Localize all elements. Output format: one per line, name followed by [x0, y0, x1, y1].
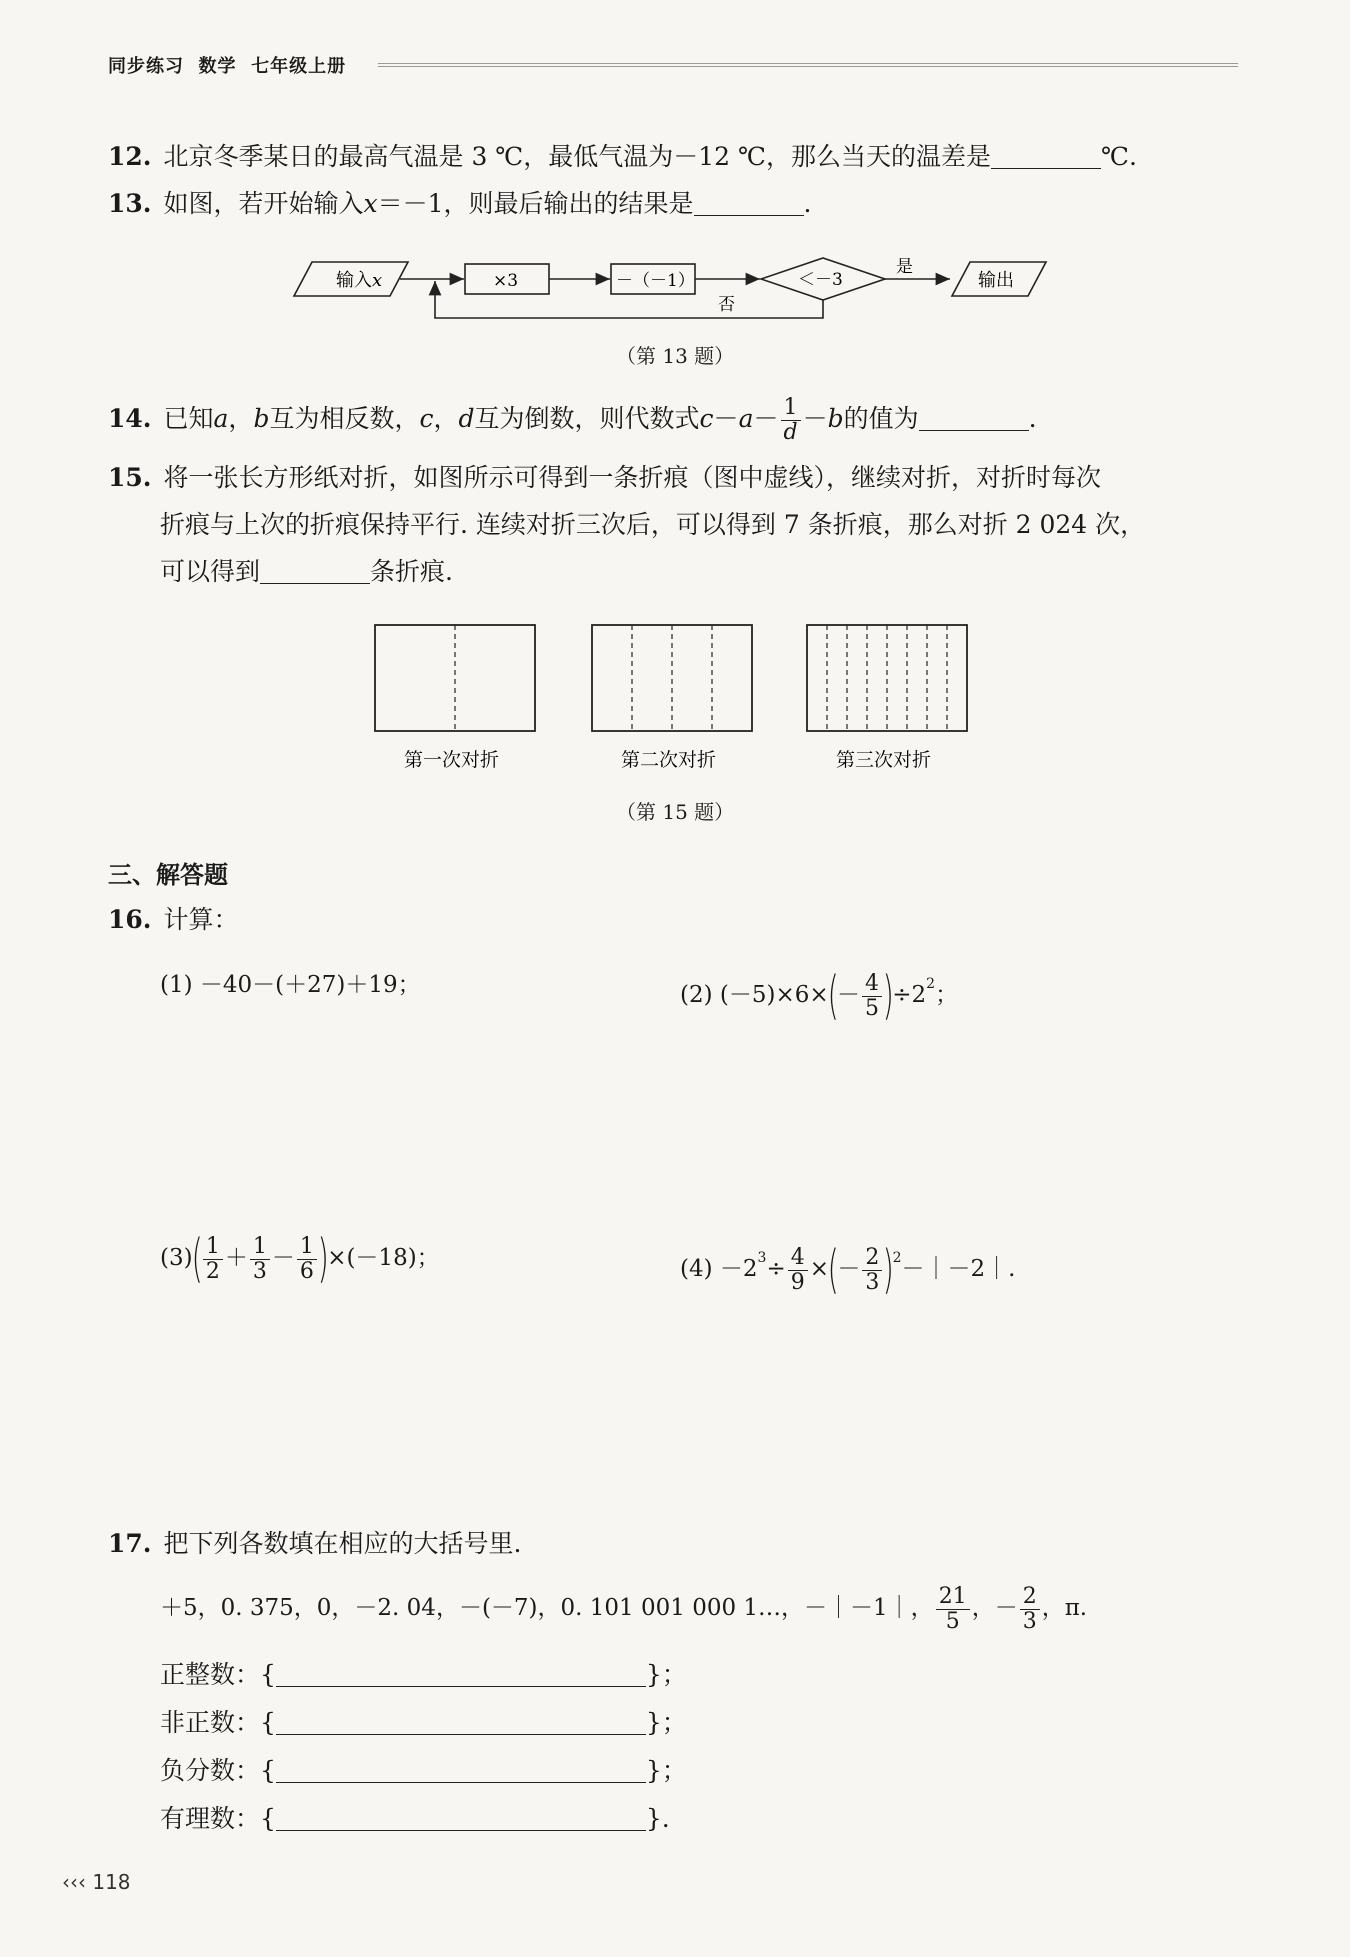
numerator: 2 [1020, 1585, 1040, 1610]
numerator: 4 [788, 1246, 808, 1271]
denominator: 3 [252, 1258, 267, 1284]
right-paren: ) [882, 1240, 895, 1300]
question-text: ＝－1，则最后输出的结果是 [377, 189, 694, 218]
chevrons-left-icon: ‹‹‹ [62, 1870, 86, 1894]
page-footer [62, 1870, 131, 1894]
fold-figure-1 [375, 625, 535, 731]
numerator: 1 [781, 396, 801, 421]
fraction [297, 1235, 317, 1284]
expr-b: b [827, 404, 844, 433]
exponent: 2 [926, 976, 936, 992]
minus: － [713, 404, 739, 433]
category-label: 有理数：{ [160, 1804, 276, 1833]
denominator: 5 [945, 1608, 960, 1634]
fold-figure-3 [807, 625, 967, 731]
fraction [862, 1246, 882, 1295]
fold-label-3: 第三次对折 [836, 749, 932, 771]
left-paren: ( [827, 966, 839, 1026]
question-number: 17. [108, 1529, 152, 1558]
category-positive-integers [160, 1658, 687, 1692]
question-text: 如图，若开始输入 [163, 189, 364, 218]
fold-label-1: 第一次对折 [404, 749, 500, 771]
running-header [108, 52, 346, 78]
question-14 [108, 396, 1037, 445]
q16-part-3 [160, 1228, 440, 1288]
question-text: 条折痕. [370, 557, 453, 586]
flow-condition: ＜－3 [798, 270, 843, 290]
flow-yes: 是 [896, 257, 913, 277]
expr-text: －｜－2｜. [901, 1256, 1016, 1282]
question-tail: . [1028, 404, 1037, 433]
left-paren: ( [827, 1240, 839, 1300]
question-text: 把下列各数填在相应的大括号里. [163, 1529, 522, 1558]
fraction [203, 1235, 223, 1284]
answer-blank[interactable] [260, 557, 370, 584]
flow-step1: ×3 [493, 271, 519, 291]
numerator: 21 [936, 1585, 970, 1610]
page-number: 118 [92, 1870, 131, 1894]
fold-label-2: 第二次对折 [621, 749, 717, 771]
expr-text: (2) (－5)×6× [680, 982, 829, 1008]
left-paren: ( [191, 1229, 203, 1289]
answer-blank[interactable] [276, 1804, 646, 1831]
flow-no: 否 [718, 295, 735, 315]
category-non-positive [160, 1706, 687, 1740]
question-15-line-2: 折痕与上次的折痕保持平行. 连续对折三次后，可以得到 7 条折痕，那么对折 2 024 次， [160, 510, 1146, 539]
plus: ＋ [224, 1245, 248, 1271]
list-text: ，－ [971, 1595, 1018, 1621]
q16-part-2 [680, 954, 958, 1025]
question-text: 将一张长方形纸对折，如图所示可得到一条折痕（图中虚线），继续对折，对折时每次 [163, 463, 1102, 492]
fold-figures [370, 620, 980, 780]
right-paren: ) [882, 966, 894, 1026]
header-book: 同步练习 [108, 56, 184, 77]
question-17 [108, 1527, 521, 1561]
right-paren: ) [317, 1229, 329, 1289]
denominator: 3 [865, 1269, 880, 1295]
var-a: a [213, 404, 229, 433]
punct: ， [228, 404, 254, 433]
exponent: 2 [892, 1250, 902, 1266]
numerator: 1 [297, 1235, 317, 1260]
question-text: 互为倒数，则代数式 [474, 404, 700, 433]
numerator: 1 [250, 1235, 270, 1260]
number-list [160, 1578, 1087, 1638]
flow-input-label: 输入x [336, 270, 383, 291]
header-rule [378, 63, 1238, 67]
figure-caption-15: （第 15 题） [616, 800, 735, 824]
fold-figure-2 [592, 625, 752, 731]
denominator: 9 [790, 1269, 805, 1295]
numerator: 2 [862, 1246, 882, 1271]
question-15 [108, 461, 1101, 495]
category-label: 非正数：{ [160, 1708, 276, 1737]
fraction [250, 1235, 270, 1284]
category-label: 正整数：{ [160, 1660, 276, 1689]
answer-blank[interactable] [276, 1756, 646, 1783]
variable-x: x [363, 189, 378, 218]
numerator: 1 [203, 1235, 223, 1260]
divide: ÷ [766, 1256, 786, 1282]
expr-text: ； [935, 982, 959, 1008]
question-12 [108, 140, 1137, 174]
expr-text: (4) －2 [680, 1256, 758, 1282]
minus: － [802, 404, 828, 433]
question-text: 北京冬季某日的最高气温是 3 ℃，最低气温为－12 ℃，那么当天的温差是 [163, 142, 991, 171]
question-text: 互为相反数， [269, 404, 420, 433]
expr-text: (3) [160, 1245, 193, 1271]
fraction [1020, 1585, 1040, 1634]
answer-blank[interactable] [991, 142, 1101, 169]
denominator: 5 [864, 995, 879, 1021]
answer-blank[interactable] [276, 1708, 646, 1735]
fraction [788, 1246, 808, 1295]
times: × [809, 1256, 830, 1282]
minus: － [837, 1256, 861, 1282]
numerator: 4 [862, 972, 882, 997]
flow-step2: －（－1） [616, 271, 695, 291]
header-subject: 数学 [198, 56, 237, 77]
figure-caption-13: （第 13 题） [616, 344, 735, 368]
question-tail: ℃. [1101, 142, 1137, 171]
list-text: ＋5，0. 375，0，－2. 04，－(－7)，0. 101 001 000 1…，－｜－1｜， [160, 1595, 934, 1621]
fraction-1-over-d [780, 396, 800, 445]
category-end: }； [645, 1756, 687, 1785]
category-end: }. [645, 1804, 670, 1833]
question-16 [108, 903, 239, 937]
denominator: d [783, 420, 798, 445]
section-title: 三、解答题 [108, 861, 228, 889]
minus: － [836, 982, 860, 1008]
denominator: 3 [1022, 1608, 1037, 1634]
q16-part-1: (1) －40－(＋27)＋19； [160, 972, 421, 998]
question-number: 16. [108, 905, 152, 934]
denominator: 6 [299, 1258, 314, 1284]
denominator: 2 [205, 1258, 220, 1284]
category-end: }； [645, 1708, 687, 1737]
question-text: 可以得到 [160, 557, 261, 586]
q16-part-4 [680, 1228, 1015, 1299]
question-number: 15. [108, 463, 152, 492]
question-number: 12. [108, 142, 152, 171]
header-grade: 七年级上册 [251, 56, 347, 77]
fraction [862, 972, 882, 1021]
var-b: b [253, 404, 270, 433]
question-number: 13. [108, 189, 152, 218]
fraction [936, 1585, 970, 1634]
answer-blank[interactable] [276, 1660, 646, 1687]
var-c: c [419, 404, 434, 433]
var-d: d [458, 404, 475, 433]
expr-text: ×(－18)； [327, 1245, 440, 1271]
question-15-line-3 [160, 555, 453, 589]
flow-output: 输出 [978, 270, 1014, 291]
category-negative-fractions [160, 1754, 687, 1788]
list-text: ，π. [1041, 1595, 1088, 1621]
minus: － [271, 1245, 295, 1271]
expr-text: ÷2 [892, 982, 927, 1008]
flowchart-q13 [290, 252, 1080, 332]
question-13 [108, 187, 812, 221]
answer-blank[interactable] [694, 189, 804, 216]
question-number: 14. [108, 404, 152, 433]
punct: ， [433, 404, 459, 433]
category-rational-numbers [160, 1802, 670, 1836]
question-tail: . [803, 189, 812, 218]
question-text: 已知 [163, 404, 214, 433]
expr-c: c [699, 404, 714, 433]
category-end: }； [645, 1660, 687, 1689]
expr-a: a [738, 404, 754, 433]
answer-blank[interactable] [919, 404, 1029, 431]
question-text: 计算： [163, 905, 239, 934]
category-label: 负分数：{ [160, 1756, 276, 1785]
exponent: 3 [757, 1250, 767, 1266]
question-text: 的值为 [843, 404, 919, 433]
minus: － [753, 404, 779, 433]
